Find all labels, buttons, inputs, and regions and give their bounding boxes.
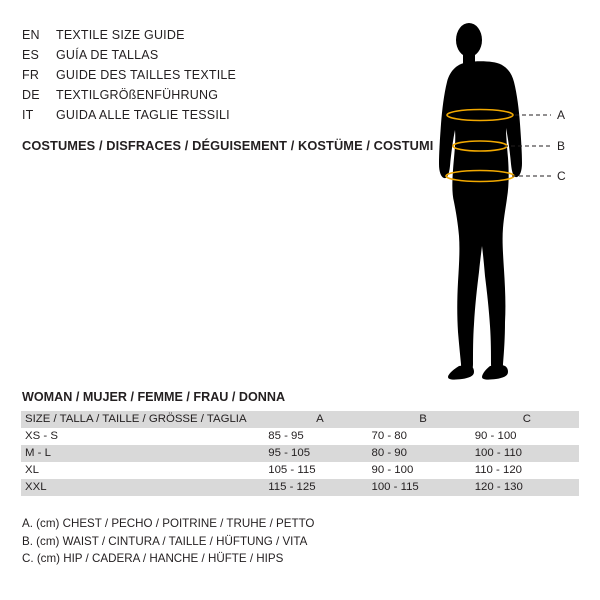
table-header-row bbox=[21, 411, 579, 428]
table-row bbox=[21, 445, 579, 462]
language-code: EN bbox=[22, 28, 40, 42]
female-silhouette-figure bbox=[396, 14, 586, 382]
cell-waist: 80 - 90 bbox=[371, 445, 474, 462]
measure-label-b: B bbox=[557, 139, 566, 153]
measure-label-a: A bbox=[557, 108, 566, 122]
table-title: WOMAN / MUJER / FEMME / FRAU / DONNA bbox=[22, 390, 286, 404]
cell-waist: 100 - 115 bbox=[371, 479, 474, 496]
table-row bbox=[21, 428, 579, 445]
cell-waist: 90 - 100 bbox=[371, 462, 474, 479]
column-header-a: A bbox=[268, 411, 371, 428]
table-row bbox=[21, 462, 579, 479]
measurement-legend bbox=[22, 515, 314, 568]
cell-chest: 95 - 105 bbox=[268, 445, 371, 462]
column-header-b: B bbox=[371, 411, 474, 428]
language-label: GUÍA DE TALLAS bbox=[56, 48, 159, 62]
language-row-it bbox=[22, 108, 392, 128]
cell-chest: 105 - 115 bbox=[268, 462, 371, 479]
legend-line-c: C. (cm) HIP / CADERA / HANCHE / HÜFTE / HIPS bbox=[22, 552, 284, 565]
language-label: GUIDE DES TAILLES TEXTILE bbox=[56, 68, 237, 82]
language-row-de bbox=[22, 88, 392, 108]
costumes-heading: COSTUMES / DISFRACES / DÉGUISEMENT / KOSTÜME / COSTUMI bbox=[22, 138, 434, 153]
cell-hip: 110 - 120 bbox=[475, 462, 579, 479]
size-table bbox=[21, 411, 579, 496]
language-code: ES bbox=[22, 48, 40, 62]
cell-size: XL bbox=[21, 462, 268, 479]
cell-size: XXL bbox=[21, 479, 268, 496]
legend-line-a: A. (cm) CHEST / PECHO / POITRINE / TRUHE / PETTO bbox=[22, 517, 315, 530]
language-label: TEXTILE SIZE GUIDE bbox=[56, 28, 185, 42]
language-row-en bbox=[22, 28, 392, 48]
language-code: DE bbox=[22, 88, 40, 102]
cell-chest: 115 - 125 bbox=[268, 479, 371, 496]
cell-hip: 90 - 100 bbox=[475, 428, 579, 445]
language-row-fr bbox=[22, 68, 392, 88]
table-row bbox=[21, 479, 579, 496]
language-label: GUIDA ALLE TAGLIE TESSILI bbox=[56, 108, 230, 122]
language-row-es bbox=[22, 48, 392, 68]
measure-label-c: C bbox=[557, 169, 566, 183]
cell-waist: 70 - 80 bbox=[371, 428, 474, 445]
language-code: FR bbox=[22, 68, 40, 82]
column-header-c: C bbox=[475, 411, 579, 428]
language-list bbox=[22, 28, 392, 128]
language-code: IT bbox=[22, 108, 34, 122]
cell-size: XS - S bbox=[21, 428, 268, 445]
cell-chest: 85 - 95 bbox=[268, 428, 371, 445]
silhouette-svg bbox=[396, 14, 586, 382]
cell-hip: 100 - 110 bbox=[475, 445, 579, 462]
legend-line-b: B. (cm) WAIST / CINTURA / TAILLE / HÜFTUNG / VITA bbox=[22, 534, 308, 548]
column-header-size: SIZE / TALLA / TAILLE / GRÖSSE / TAGLIA bbox=[21, 411, 268, 428]
size-table-head bbox=[21, 411, 579, 428]
size-table-body bbox=[21, 428, 579, 496]
cell-hip: 120 - 130 bbox=[475, 479, 579, 496]
cell-size: M - L bbox=[21, 445, 268, 462]
language-label: TEXTILGRÖßENFÜHRUNG bbox=[56, 88, 219, 102]
